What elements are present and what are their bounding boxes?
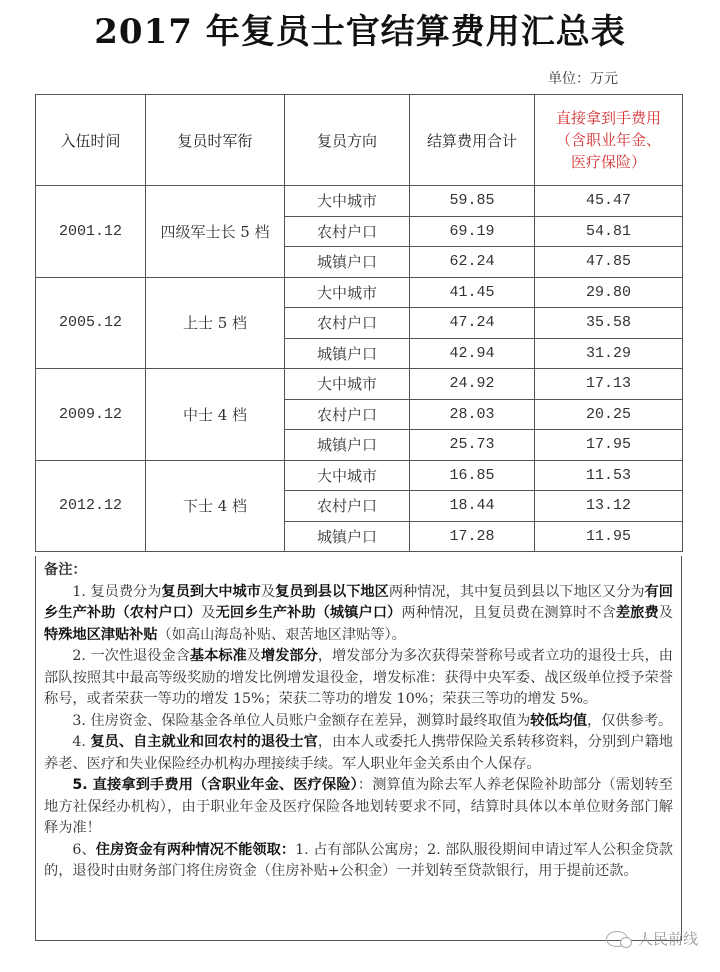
total-cell: 69.19: [410, 216, 535, 247]
note-1: 1. 复员费分为复员到大中城市及复员到县以下地区两种情况，其中复员到县以下地区又分为有回乡生产补助（农村户口）及无回乡生产补助（城镇户口）两种情况，且复员费在测算时不含差旅费及特殊地区津贴补贴（如高山海岛补贴、艰苦地区津贴等）。: [44, 583, 673, 643]
table-row: [36, 277, 683, 308]
table-header-row: [36, 95, 683, 186]
total-cell: 24.92: [410, 369, 535, 400]
total-cell: 16.85: [410, 460, 535, 491]
header-total: 结算费用合计: [410, 95, 535, 186]
note-2: 2. 一次性退役金含基本标准及增发部分，增发部分为多次获得荣誉称号或者立功的退役士兵，由部队按照其中最高等级奖励的增发比例增发退役金，增发标准：获得中央军委、战区级单位授予荣誉称号，或者荣获一等功的增发 15%；荣获二等功的增发 10%；荣获三等功的增发 5%。: [44, 648, 673, 707]
table-row: [36, 460, 683, 491]
total-cell: 41.45: [410, 277, 535, 308]
header-rank: 复员时军衔: [146, 95, 285, 186]
direct-cell: 17.95: [535, 430, 683, 461]
watermark-text: 人民前线: [638, 930, 699, 948]
note-4: 4. 复员、自主就业和回农村的退役士官，由本人或委托人携带保险关系转移资料，分别到户籍地养老、医疗和失业保险经办机构办理接续手续。军人职业年金关系由个人保存。: [44, 734, 673, 772]
rank-cell: 上士 5 档: [146, 277, 285, 369]
total-cell: 62.24: [410, 247, 535, 278]
direct-cell: 17.13: [535, 369, 683, 400]
direct-cell: 29.80: [535, 277, 683, 308]
notes-section: [35, 556, 682, 941]
total-cell: 25.73: [410, 430, 535, 461]
enlist-time-cell: 2009.12: [36, 369, 146, 461]
direction-cell: 城镇户口: [285, 430, 410, 461]
direction-cell: 大中城市: [285, 277, 410, 308]
direction-cell: 农村户口: [285, 399, 410, 430]
total-cell: 42.94: [410, 338, 535, 369]
note-6: 6、住房资金有两种情况不能领取：1. 占有部队公寓房；2. 部队服役期间申请过军人公积金贷款的，退役时由财务部门将住房资金（住房补贴+公积金）一并划转至贷款银行，用于提前还款。: [44, 841, 673, 879]
direction-cell: 大中城市: [285, 369, 410, 400]
note-5: 5. 直接拿到手费用（含职业年金、医疗保险）：测算值为除去军人养老保险补助部分（需划转至地方社保经办机构），由于职业年金及医疗保险各地划转要求不同，结算时具体以本单位财务部门解释为准！: [44, 777, 673, 836]
direct-cell: 35.58: [535, 308, 683, 339]
table-row: [36, 186, 683, 217]
note-3: 3. 住房资金、保险基金各单位人员账户金额存在差异，测算时最终取值为较低均值，仅供参考。: [72, 712, 673, 729]
enlist-time-cell: 2012.12: [36, 460, 146, 552]
header-direction: 复员方向: [285, 95, 410, 186]
direction-cell: 大中城市: [285, 186, 410, 217]
direct-cell: 11.95: [535, 521, 683, 552]
total-cell: 17.28: [410, 521, 535, 552]
total-cell: 47.24: [410, 308, 535, 339]
table-row: [36, 369, 683, 400]
unit-label: 单位：万元: [548, 71, 618, 87]
header-enlist-time: 入伍时间: [36, 95, 146, 186]
direct-cell: 45.47: [535, 186, 683, 217]
wechat-icon: [606, 931, 628, 947]
watermark: [606, 928, 698, 949]
direction-cell: 城镇户口: [285, 247, 410, 278]
direction-cell: 农村户口: [285, 308, 410, 339]
total-cell: 59.85: [410, 186, 535, 217]
settlement-table: [35, 94, 683, 552]
enlist-time-cell: 2001.12: [36, 186, 146, 278]
direct-cell: 47.85: [535, 247, 683, 278]
direction-cell: 城镇户口: [285, 521, 410, 552]
direct-cell: 11.53: [535, 460, 683, 491]
header-direct-payment: 直接拿到手费用（含职业年金、医疗保险）: [535, 95, 683, 186]
rank-cell: 中士 4 档: [146, 369, 285, 461]
notes-heading: 备注：: [44, 562, 87, 578]
direct-cell: 20.25: [535, 399, 683, 430]
document-title: 2017 年复员士官结算费用汇总表: [94, 12, 626, 52]
direction-cell: 城镇户口: [285, 338, 410, 369]
rank-cell: 四级军士长 5 档: [146, 186, 285, 278]
direct-cell: 13.12: [535, 491, 683, 522]
direct-cell: 54.81: [535, 216, 683, 247]
direction-cell: 农村户口: [285, 216, 410, 247]
direct-cell: 31.29: [535, 338, 683, 369]
total-cell: 18.44: [410, 491, 535, 522]
total-cell: 28.03: [410, 399, 535, 430]
direction-cell: 大中城市: [285, 460, 410, 491]
rank-cell: 下士 4 档: [146, 460, 285, 552]
direction-cell: 农村户口: [285, 491, 410, 522]
enlist-time-cell: 2005.12: [36, 277, 146, 369]
